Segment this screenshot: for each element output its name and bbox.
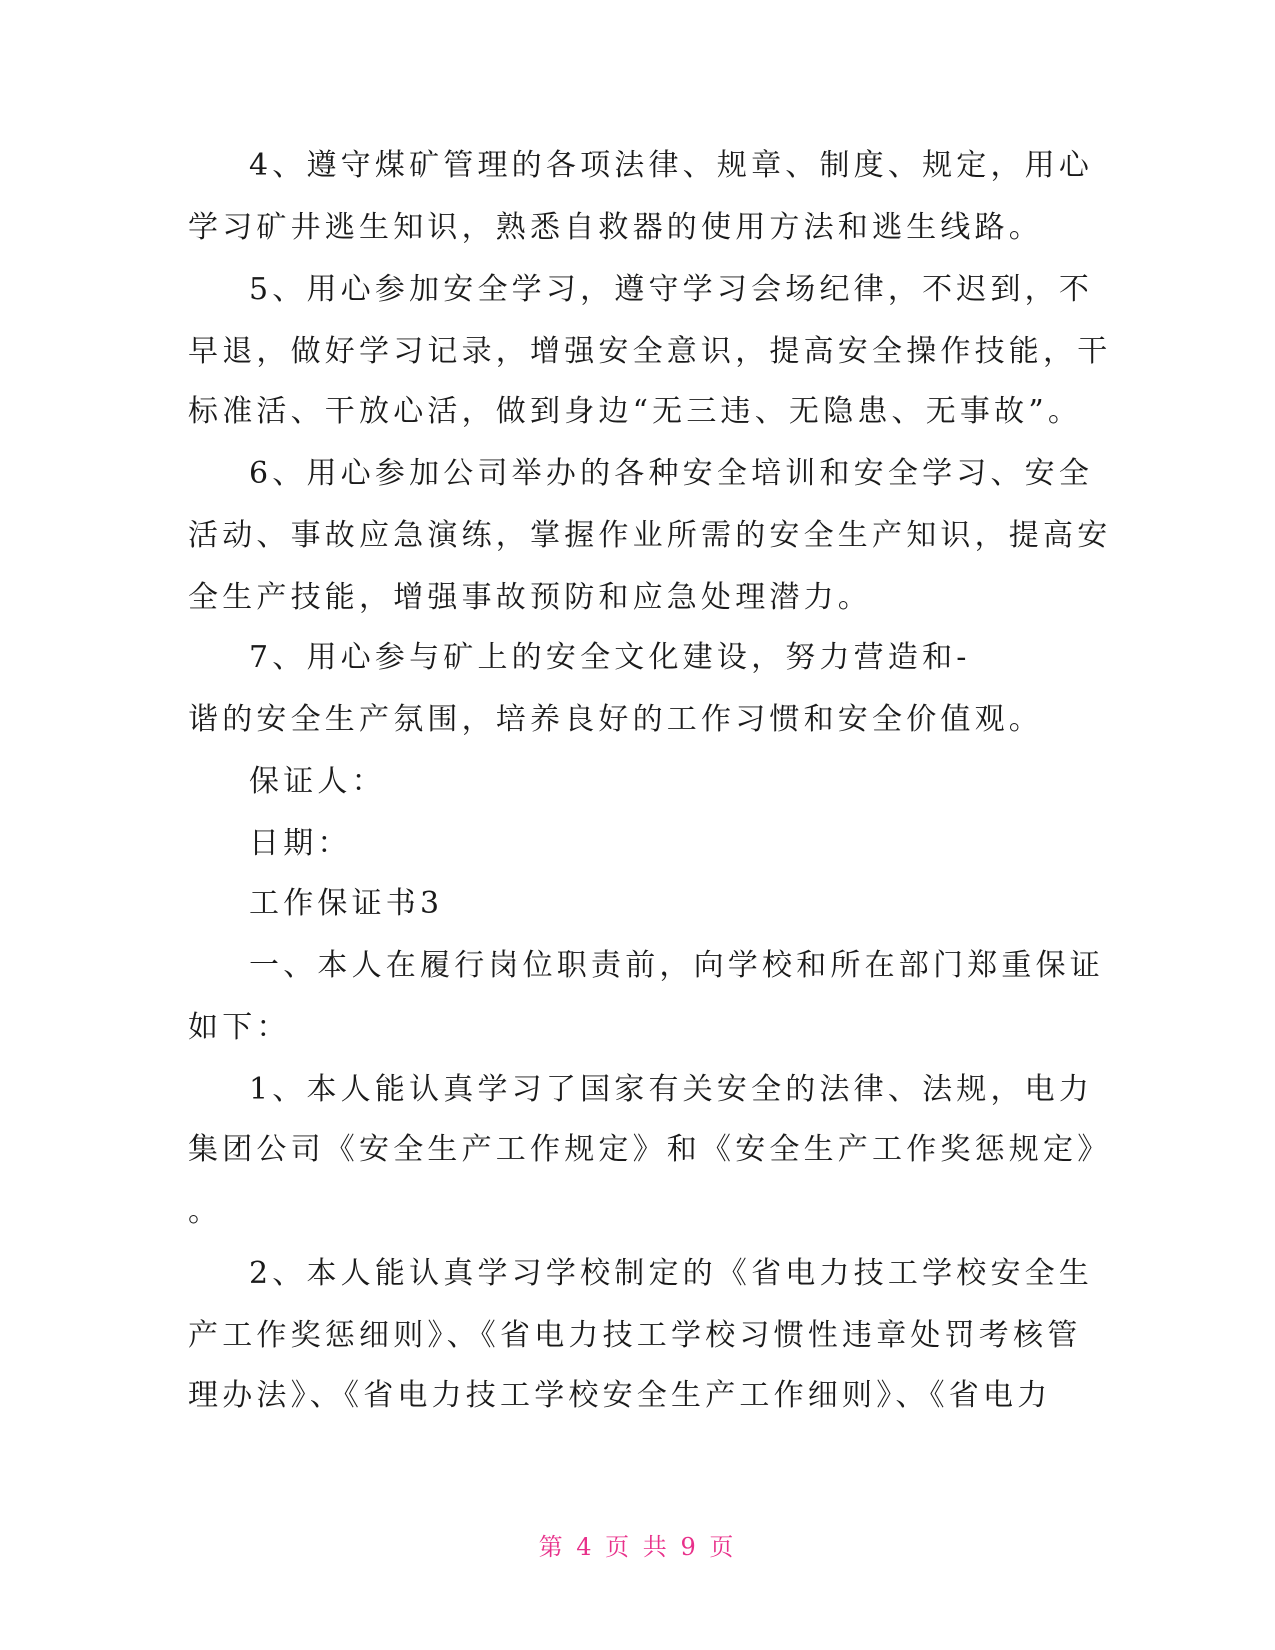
text-line: 5、用心参加安全学习，遵守学习会场纪律，不迟到，不	[249, 272, 1094, 307]
text-line: 理办法》、《省电力技工学校安全生产工作细则》、《省电力	[188, 1378, 1052, 1413]
text-line: 谐的安全生产氛围，培养良好的工作习惯和安全价值观。	[188, 702, 1043, 737]
date-label: 日期：	[249, 826, 352, 861]
text-line: 活动、事故应急演练，掌握作业所需的安全生产知识，提高安	[188, 518, 1112, 553]
page-number-footer: 第 4 页 共 9 页	[538, 1533, 737, 1561]
text-line: 7、用心参与矿上的安全文化建设，努力营造和-	[249, 640, 971, 675]
text-line: 全生产技能，增强事故预防和应急处理潜力。	[188, 580, 872, 615]
text-line: 学习矿井逃生知识，熟悉自救器的使用方法和逃生线路。	[188, 210, 1043, 245]
text-line: 2、本人能认真学习学校制定的《省电力技工学校安全生	[249, 1256, 1094, 1291]
text-line: 。	[188, 1194, 223, 1229]
text-line: 产工作奖惩细则》、《省电力技工学校习惯性违章处罚考核管	[188, 1318, 1082, 1353]
text-line: 如下：	[188, 1010, 291, 1045]
text-line: 一、本人在履行岗位职责前，向学校和所在部门郑重保证	[249, 948, 1104, 983]
text-line: 1、本人能认真学习了国家有关安全的法律、法规，电力	[249, 1072, 1094, 1107]
text-line: 标准活、干放心活，做到身边“无三违、无隐患、无事故”。	[188, 394, 1083, 429]
text-line: 集团公司《安全生产工作规定》和《安全生产工作奖惩规定》	[188, 1132, 1112, 1167]
section-title: 工作保证书3	[249, 886, 444, 921]
text-line: 早退，做好学习记录，增强安全意识，提高安全操作技能，干	[188, 334, 1112, 369]
signer-label: 保证人：	[249, 764, 386, 799]
text-line: 6、用心参加公司举办的各种安全培训和安全学习、安全	[249, 456, 1094, 491]
text-line: 4、遵守煤矿管理的各项法律、规章、制度、规定，用心	[249, 148, 1094, 183]
